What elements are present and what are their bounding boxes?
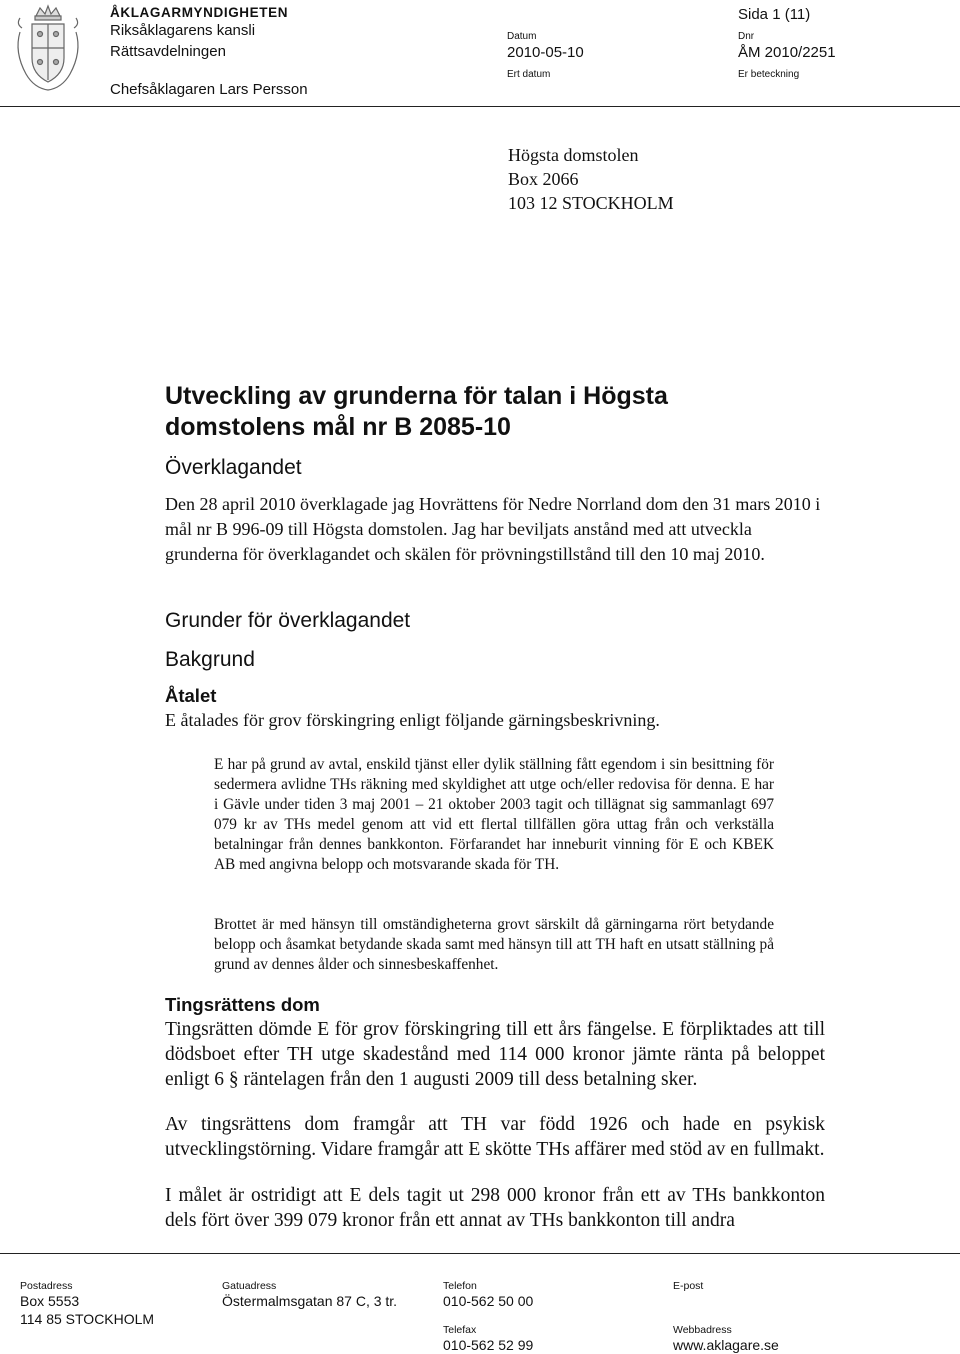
page-number: Sida 1 (11) <box>738 6 811 23</box>
section-heading-appeal: Överklagandet <box>165 456 302 479</box>
fax-number: 010-562 52 99 <box>443 1337 534 1353</box>
signatory-name: Chefsåklagaren Lars Persson <box>110 81 308 98</box>
ref-label: Dnr <box>738 31 755 42</box>
agency-name: ÅKLAGARMYNDIGHETEN <box>110 5 289 20</box>
crown-shield-icon <box>12 2 84 94</box>
department-name: Rättsavdelningen <box>110 43 226 60</box>
email-label: E-post <box>673 1280 704 1292</box>
fax-label: Telefax <box>443 1324 477 1336</box>
charge-intro: E åtalades för grov förskingring enligt följande gärningsbeskrivning. <box>165 710 660 730</box>
district-paragraph: Tingsrätten dömde E för grov förskingring till ett års fängelse. E förpliktades att till dödsboet efter TH utge skadestånd med 114 000 kronor jämte ränta på beloppet enligt 6 § räntelagen från den 1 augusti 2009 till dess betalning sker. <box>165 1019 825 1090</box>
section-heading-district-court: Tingsrättens dom <box>165 994 320 1015</box>
street-address: Östermalmsgatan 87 C, 3 tr. <box>222 1293 398 1309</box>
postal-line: Box 5553 <box>20 1293 80 1309</box>
document-title: Utveckling av grunderna för talan i Högsta domstolens mål nr B 2085-10 <box>165 382 668 441</box>
your-date-label: Ert datum <box>507 69 551 80</box>
coat-of-arms-emblem <box>12 2 84 94</box>
recipient-line: Högsta domstolen <box>508 145 639 165</box>
district-paragraph: I målet är ostridigt att E dels tagit ut 298 000 kronor från ett av THs bankkonton dels fört över 399 079 kronor från ett annat av THs bankkonton till andra <box>165 1185 825 1231</box>
district-paragraph: Av tingsrättens dom framgår att TH var född 1926 och hade en psykisk utvecklingstörning. Vidare framgår att E skötte THs affärer med stöd av en fullmakt. <box>165 1114 825 1160</box>
document-date: 2010-05-10 <box>507 44 584 61</box>
postal-line: 114 85 STOCKHOLM <box>20 1311 155 1327</box>
charge-quote-paragraph: E har på grund av avtal, enskild tjänst eller dylik ställning fått egendom i sin besittning för sedermera avlidne THs räkning med skyldighet att utge och/eller redovisa för denna. E har i Gävle under tiden 3 maj 2001 – 21 oktober 2003 tagit och tillägnat sig sammanlagt 697 079 kr av THs medel genom att vid ett flertal tillfällen göra uttag från och verkställa betalningar från dennes bankkonton. Förfarandet har inneburit vinning för E och KBEK AB med angivna belopp och motsvarande skada för TH. <box>214 756 774 873</box>
your-ref-label: Er beteckning <box>738 69 800 80</box>
date-label: Datum <box>507 31 537 42</box>
office-name: Riksåklagarens kansli <box>110 22 256 39</box>
postal-label: Postadress <box>20 1280 73 1292</box>
phone-label: Telefon <box>443 1280 477 1292</box>
appeal-paragraph: Den 28 april 2010 överklagade jag Hovrättens för Nedre Norrland dom den 31 mars 2010 i mål nr B 996-09 till Högsta domstolen. Jag har beviljats anstånd med att utveckla grunderna för överklagandet och skälen för prövningstillstånd till den 10 maj 2010. <box>165 494 821 564</box>
web-label: Webbadress <box>673 1324 732 1336</box>
website-link[interactable]: www.aklagare.se <box>673 1337 779 1353</box>
section-heading-grounds: Grunder för överklagandet <box>165 609 411 632</box>
reference-number: ÅM 2010/2251 <box>738 44 836 61</box>
phone-number: 010-562 50 00 <box>443 1293 534 1309</box>
header-divider <box>0 106 960 107</box>
charge-quote-paragraph: Brottet är med hänsyn till omständigheterna grovt särskilt då gärningarna rört betydande belopp och åsamkat betydande skada samt med hänsyn till att TH haft en utsatt ställning på grund av dennes ålder och sinnesbeskaffenhet. <box>214 916 774 973</box>
street-label: Gatuadress <box>222 1280 277 1292</box>
section-heading-background: Bakgrund <box>165 648 255 671</box>
recipient-address <box>508 143 674 215</box>
recipient-line: 103 12 STOCKHOLM <box>508 193 674 213</box>
postal-address <box>20 1292 154 1328</box>
section-heading-charge: Åtalet <box>165 685 217 706</box>
recipient-line: Box 2066 <box>508 169 579 189</box>
footer-divider <box>0 1253 960 1254</box>
